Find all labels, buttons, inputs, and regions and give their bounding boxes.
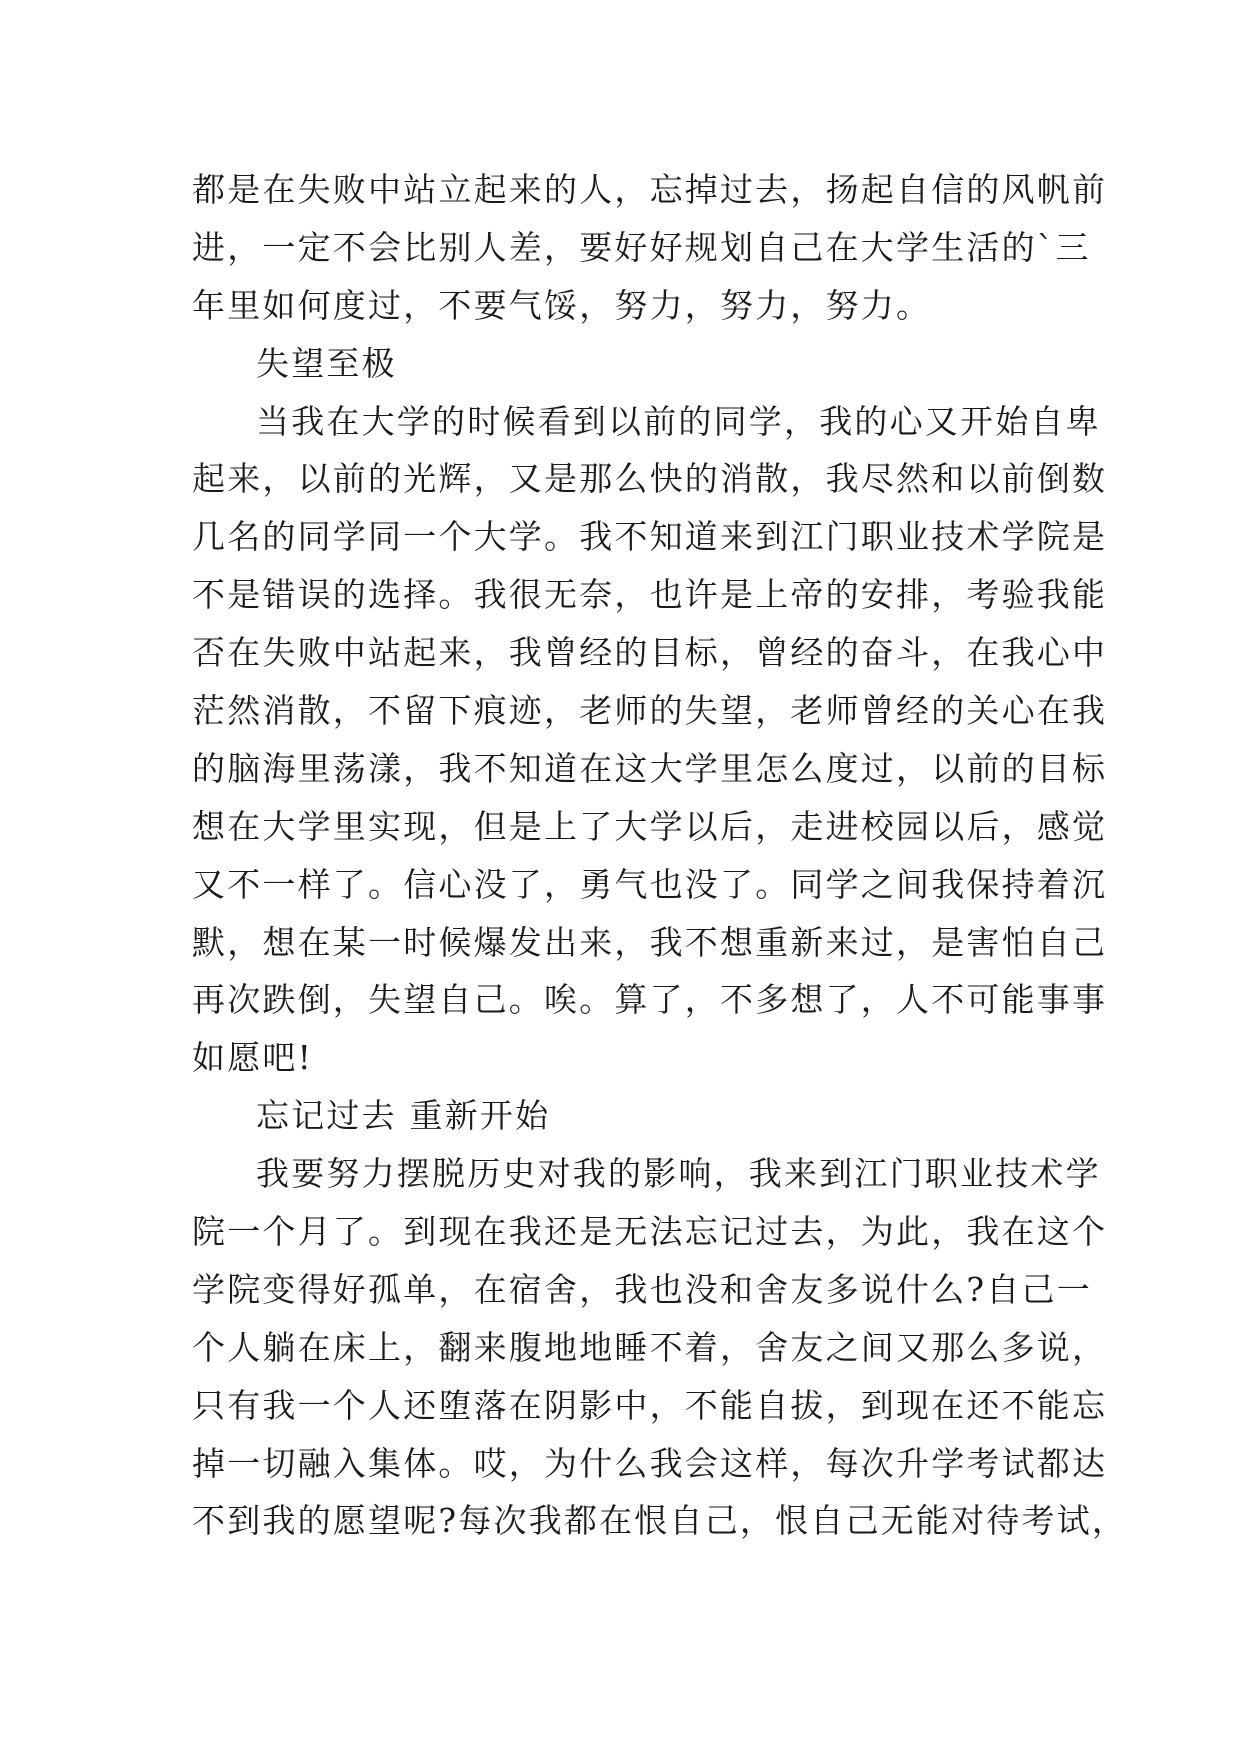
text-line: 再次跌倒，失望自己。唉。算了，不多想了，人不可能事事 xyxy=(192,980,1108,1020)
paragraph-first-line: 失望至极 xyxy=(256,343,397,383)
document-body xyxy=(192,161,1128,1550)
text-line: 院一个月了。到现在我还是无法忘记过去，为此，我在这个 xyxy=(192,1212,1108,1252)
text-line: 都是在失败中站立起来的人，忘掉过去，扬起自信的风帆前 xyxy=(192,170,1108,209)
text-line: 个人躺在床上，翻来腹地地睡不着，舍友之间又那么多说， xyxy=(192,1327,1108,1367)
text-line: 掉一切融入集体。哎，为什么我会这样，每次升学考试都达 xyxy=(192,1443,1108,1483)
paragraph-first-line: 当我在大学的时候看到以前的同学，我的心又开始自卑 xyxy=(256,401,1101,441)
text-line: 几名的同学同一个大学。我不知道来到江门职业技术学院是 xyxy=(192,517,1108,557)
text-line: 进，一定不会比别人差，要好好规划自己在大学生活的`三 xyxy=(192,227,1091,267)
text-line: 否在失败中站起来，我曾经的目标，曾经的奋斗，在我心中 xyxy=(192,633,1108,673)
text-line: 茫然消散，不留下痕迹，老师的失望，老师曾经的关心在我 xyxy=(192,691,1108,731)
text-line: 又不一样了。信心没了，勇气也没了。同学之间我保持着沉 xyxy=(192,864,1108,904)
text-line: 默，想在某一时候爆发出来，我不想重新来过，是害怕自己 xyxy=(192,922,1108,962)
text-line: 不到我的愿望呢?每次我都在恨自己，恨自己无能对待考试， xyxy=(192,1501,1128,1541)
paragraph-first-line: 我要努力摆脱历史对我的影响，我来到江门职业技术学 xyxy=(256,1154,1101,1194)
paragraph-first-line: 忘记过去 重新开始 xyxy=(256,1096,551,1136)
text-line: 只有我一个人还堕落在阴影中，不能自拔，到现在还不能忘 xyxy=(192,1385,1108,1425)
text-line: 的脑海里荡漾，我不知道在这大学里怎么度过，以前的目标 xyxy=(192,748,1108,788)
text-line: 想在大学里实现，但是上了大学以后，走进校园以后，感觉 xyxy=(192,806,1108,846)
text-line: 如愿吧! xyxy=(192,1038,314,1078)
text-line: 年里如何度过，不要气馁，努力，努力，努力。 xyxy=(192,285,932,325)
text-line: 学院变得好孤单，在宿舍，我也没和舍友多说什么?自己一 xyxy=(192,1269,1092,1309)
text-line: 不是错误的选择。我很无奈，也许是上帝的安排，考验我能 xyxy=(192,575,1108,615)
text-line: 起来，以前的光辉，又是那么快的消散，我尽然和以前倒数 xyxy=(192,459,1108,499)
